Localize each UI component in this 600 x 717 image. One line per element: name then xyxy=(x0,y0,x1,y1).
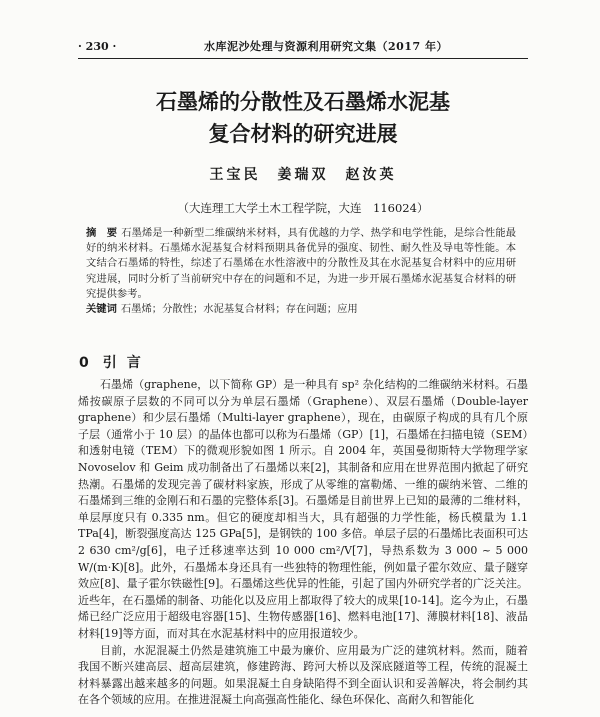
paper-title-line-1: 石墨烯的分散性及石墨烯水泥基 xyxy=(156,90,450,114)
body-paragraph-1: 石墨烯（graphene，以下简称 GP）是一种具有 sp² 杂化结构的二维碳纳米材料。石墨烯按碳原子层数的不同可以分为单层石墨烯（Graphene）、双层石墨烯（Double-layer graphene）和少层石墨烯（Multi-layer graphene），现在，由碳原子构成的具有几个原子层（通常小于 10 层）的晶体也都可以称为石墨烯（GP）[1]，石墨烯在扫描电镜（SEM）和透射电镜（TEM）下的微观形貌如图 1 所示。自 2004 年，英国曼彻斯特大学物理学家 Novoselov 和 Geim 成功制备出了石墨烯以来[2]，其制备和应用在世界范围内掀起了研究热潮。石墨烯的发现完善了碳材料家族，形成了从零维的富勒烯、一维的碳纳米管、二维的石墨烯到三维的金刚石和石墨的完整体系[3]。石墨烯是目前世界上已知的最薄的二维材料，单层厚度只有 0.335 nm。但它的硬度却相当大，具有超强的力学性能，杨氏模量为 1.1 TPa[4]，断裂强度高达 125 GPa[5]，是钢铁的 100 多倍。单层子层的石墨烯比表面积可达 2 630 cm²/g[6]，电子迁移速率达到 10 000 cm²/V[7]，导热系数为 3 000 ~ 5 000 W/(m·K)[8]。此外，石墨烯本身还具有一些独特的物理性能，例如量子霍尔效应、量子隧穿效应[8]、量子霍尔铁磁性[9]。石墨烯这些优异的性能，引起了国内外研究学者的广泛关注。近些年，在石墨烯的制备、功能化以及应用上都取得了较大的成果[10-14]。迄今为止，石墨烯已经广泛应用于超级电容器[15]、生物传感器[16]、燃料电池[17]、薄膜材料[18]、液晶材料[19]等方面，而对其在水泥基材料中的应用报道较少。 xyxy=(78,378,528,640)
author-list: 王宝民 姜瑞双 赵汝英 xyxy=(209,167,397,183)
journal-title: 水库泥沙处理与资源利用研究文集（2017 年） xyxy=(204,40,448,53)
paper-title xyxy=(78,86,528,150)
keywords-text: 石墨烯；分散性；水泥基复合材料；存在问题；应用 xyxy=(120,303,358,316)
section-number: 0 xyxy=(79,355,89,371)
keywords-label: 关键词 xyxy=(86,303,117,316)
page-number: · 230 · xyxy=(78,40,117,53)
abstract-block xyxy=(86,226,516,317)
abstract-paragraph xyxy=(86,226,516,302)
keywords-line xyxy=(86,302,516,317)
body-paragraph-2: 目前，水泥混凝土仍然是建筑施工中最为廉价、应用最为广泛的建筑材料。然而，随着我国不断兴建高层、超高层建筑，修建跨海、跨河大桥以及深底隧道等工程，传统的混凝土材料暴露出越来越多的问题。如果混凝土自身缺陷得不到全面认识和妥善解决，将会制约其在各个领域的应用。在推进混凝土向高强高性能化、绿色环保化、高耐久和智能化 xyxy=(78,643,528,707)
section-heading xyxy=(79,352,151,372)
abstract-text: 石墨烯是一种新型二维碳纳米材料，具有优越的力学、热学和电学性能，是综合性能最好的纳米材料。石墨烯水泥基复合材料预期具备优异的强度、韧性、耐久性及导电等性能。本文结合石墨烯的特性，综述了石墨烯在水性溶液中的分散性及其在水泥基复合材料中的应用研究进展，同时分析了当前研究中存在的问题和不足，为进一步开展石墨烯水泥基复合材料的研究提供参考。 xyxy=(86,227,517,300)
paper-title-line-2: 复合材料的研究进展 xyxy=(208,122,398,146)
running-header xyxy=(78,40,528,58)
body-text xyxy=(78,377,528,709)
header-divider xyxy=(78,58,528,59)
section-name: 引言 xyxy=(102,355,151,371)
author-affiliation: （大连理工大学土木工程学院，大连 116024） xyxy=(177,201,429,215)
abstract-label: 摘 要 xyxy=(86,227,118,239)
